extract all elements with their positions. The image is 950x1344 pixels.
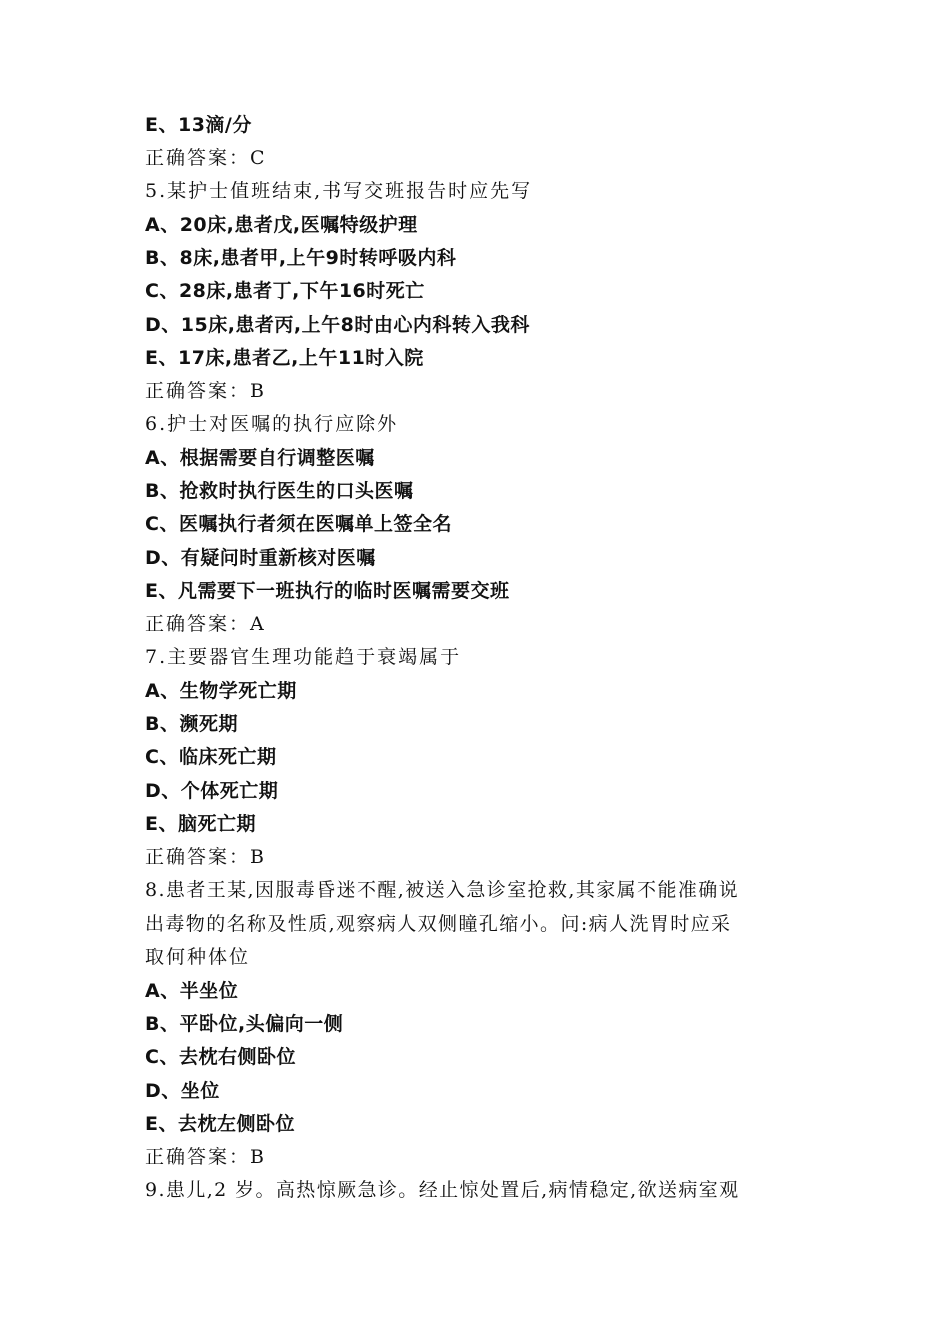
option-line: D、个体死亡期 <box>145 780 279 802</box>
answer-line: 正确答案：B <box>145 846 266 868</box>
option-line: E、去枕左侧卧位 <box>145 1113 295 1135</box>
option-line: C、临床死亡期 <box>145 746 277 768</box>
option-line: A、20床,患者戊,医嘱特级护理 <box>145 214 418 236</box>
question-line: 出毒物的名称及性质,观察病人双侧瞳孔缩小。问:病人洗胃时应采 <box>145 913 732 935</box>
option-line: E、17床,患者乙,上午11时入院 <box>145 347 424 369</box>
question-line: 6.护士对医嘱的执行应除外 <box>145 413 399 435</box>
question-line: 取何种体位 <box>145 946 251 968</box>
option-line: B、平卧位,头偏向一侧 <box>145 1013 344 1035</box>
option-line: D、15床,患者丙,上午8时由心内科转入我科 <box>145 314 530 336</box>
option-line: A、半坐位 <box>145 980 239 1002</box>
question-line: 8.患者王某,因服毒昏迷不醒,被送入急诊室抢救,其家属不能准确说 <box>145 879 740 901</box>
option-line: B、濒死期 <box>145 713 238 735</box>
question-line: 5.某护士值班结束,书写交班报告时应先写 <box>145 180 533 202</box>
question-line: 9.患儿,2 岁。高热惊厥急诊。经止惊处置后,病情稳定,欲送病室观 <box>145 1179 740 1201</box>
option-line: E、脑死亡期 <box>145 813 256 835</box>
answer-line: 正确答案：B <box>145 1146 266 1168</box>
option-line: E、凡需要下一班执行的临时医嘱需要交班 <box>145 580 510 602</box>
option-line: D、坐位 <box>145 1080 220 1102</box>
option-line: C、去枕右侧卧位 <box>145 1046 296 1068</box>
option-line: A、根据需要自行调整医嘱 <box>145 447 375 469</box>
answer-line: 正确答案：C <box>145 147 267 169</box>
option-line: C、28床,患者丁,下午16时死亡 <box>145 280 425 302</box>
option-line: E、13滴/分 <box>145 114 252 136</box>
option-line: B、抢救时执行医生的口头医嘱 <box>145 480 414 502</box>
option-line: A、生物学死亡期 <box>145 680 297 702</box>
answer-line: 正确答案：B <box>145 380 266 402</box>
option-line: C、医嘱执行者须在医嘱单上签全名 <box>145 513 452 535</box>
answer-line: 正确答案：A <box>145 613 266 635</box>
option-line: D、有疑问时重新核对医嘱 <box>145 547 376 569</box>
question-line: 7.主要器官生理功能趋于衰竭属于 <box>145 646 462 668</box>
option-line: B、8床,患者甲,上午9时转呼吸内科 <box>145 247 457 269</box>
